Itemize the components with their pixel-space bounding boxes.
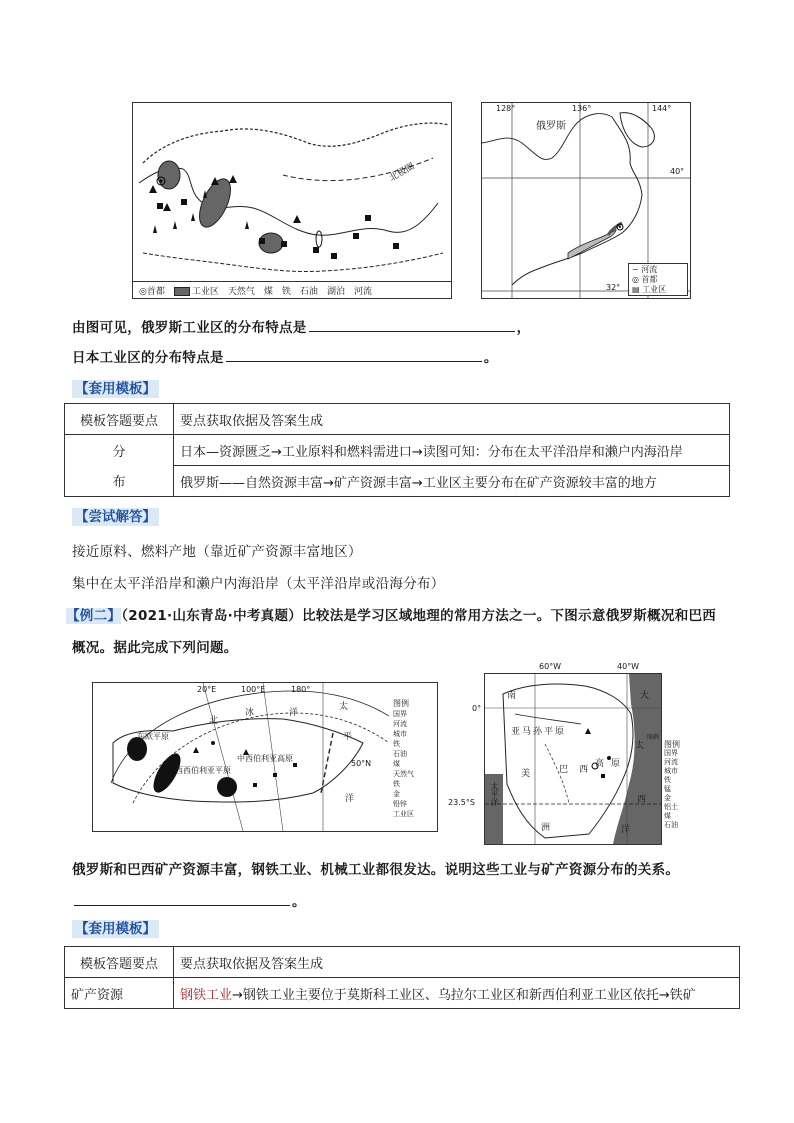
legend-river: 河流 bbox=[353, 286, 372, 297]
table-header-row bbox=[65, 404, 730, 435]
answer-blank-japan[interactable] bbox=[226, 347, 482, 362]
example2-line2: 概况。据此完成下列问题。 bbox=[72, 640, 238, 656]
legend-item: 铁 bbox=[664, 776, 671, 784]
place-tai: 太 bbox=[635, 741, 645, 751]
lon-136: 136° bbox=[572, 104, 592, 113]
row-label-bottom: 布 bbox=[65, 466, 174, 497]
place-arctic-2: 冰 bbox=[245, 708, 255, 718]
place-xi: 西 bbox=[579, 765, 589, 775]
legend-title: 图例 bbox=[393, 699, 409, 708]
template-tag-1: 【套用模板】 bbox=[72, 380, 159, 398]
header-cell-points: 模板答题要点 bbox=[65, 404, 174, 435]
legend-item: 铁 bbox=[393, 780, 400, 788]
answer-blank-q2[interactable] bbox=[74, 891, 290, 906]
legend-item: 城市 bbox=[393, 730, 407, 738]
place-yuan: 原 bbox=[611, 759, 621, 769]
legend-item: 煤 bbox=[393, 760, 400, 768]
legend-item: 铝土 bbox=[664, 803, 678, 811]
header-cell-basis: 要点获取依据及答案生成 bbox=[174, 947, 740, 978]
lon-20e: 20°E bbox=[197, 685, 217, 694]
legend-item: 铅锌 bbox=[393, 800, 407, 808]
row-text-japan: 日本—资源匮乏→工业原料和燃料需进口→读图可知：分布在太平洋沿岸和濑户内海沿岸 bbox=[174, 435, 730, 466]
template-tag-2: 【套用模板】 bbox=[72, 920, 159, 938]
try-answer-tag: 【尝试解答】 bbox=[72, 508, 159, 526]
lon-60w: 60°W bbox=[539, 662, 562, 671]
place-central-siberia-plateau: 中西伯利亚高原 bbox=[237, 754, 293, 763]
lon-40w: 40°W bbox=[617, 662, 640, 671]
lat-0: 0° bbox=[472, 704, 482, 713]
legend-title: 图例 bbox=[664, 740, 680, 749]
place-atlantic-ocean: 洋 bbox=[621, 825, 631, 835]
lat-50n: 50°N bbox=[351, 759, 372, 768]
place-amazon-plain: 亚马孙平原 bbox=[511, 727, 567, 737]
answer-blank-russia[interactable] bbox=[309, 317, 515, 332]
arctic-circle-label: 北极圈 bbox=[388, 161, 417, 184]
row-text-russia: 俄罗斯——自然资源丰富→矿产资源丰富→工业区主要分布在矿产资源较丰富的地方 bbox=[174, 466, 730, 497]
place-ba: 巴 bbox=[559, 765, 569, 775]
russia-map-legend bbox=[133, 281, 451, 298]
legend-item: 城市 bbox=[664, 767, 678, 775]
lat-32: 32° bbox=[606, 283, 621, 292]
legend-industrial: 工业区 bbox=[174, 284, 219, 297]
lat-40: 40° bbox=[670, 167, 685, 176]
place-atlantic-west: 西 bbox=[637, 795, 647, 805]
lon-180: 180° bbox=[291, 685, 311, 694]
place-pacific-2: 平 bbox=[343, 732, 353, 742]
legend-item: 天然气 bbox=[393, 770, 414, 778]
legend-item: 煤 bbox=[664, 812, 671, 820]
russia-industry-map bbox=[132, 102, 452, 299]
legend-item: 河流 bbox=[664, 758, 678, 766]
lon-128: 128° bbox=[496, 104, 516, 113]
example2-line1 bbox=[66, 604, 716, 624]
template-table-2 bbox=[64, 946, 740, 1009]
brazil-overview-map bbox=[484, 662, 662, 845]
table-header-row bbox=[65, 947, 740, 978]
russia2-legend bbox=[393, 699, 433, 819]
legend-item: 锰 bbox=[664, 785, 671, 793]
row-text-steel: 钢铁工业→钢铁工业主要位于莫斯科工业区、乌拉尔工业区和新西伯利亚工业区依托→铁矿 bbox=[174, 978, 740, 1009]
header-cell-basis: 要点获取依据及答案生成 bbox=[174, 404, 730, 435]
answer-line-2: 集中在太平洋沿岸和濑户内海沿岸（太平洋沿岸或沿海分布） bbox=[72, 576, 445, 592]
legend-oil: 石油 bbox=[299, 286, 318, 297]
legend-title: 图例 bbox=[647, 734, 660, 741]
legend-gas: 天然气 bbox=[227, 286, 255, 297]
row-label-top: 分 bbox=[65, 435, 174, 466]
question2-answer-line: 。 bbox=[72, 890, 306, 910]
industrial-swatch-icon bbox=[174, 287, 190, 296]
lat-23-5s: 23.5°S bbox=[448, 798, 475, 807]
legend-iron: 铁 bbox=[281, 286, 291, 297]
place-nan: 南 bbox=[507, 691, 517, 701]
legend-coal: 煤 bbox=[263, 286, 273, 297]
question-japan-line: 日本工业区的分布特点是 。 bbox=[72, 346, 498, 366]
legend-item: 金 bbox=[393, 790, 400, 798]
brazil-legend-list bbox=[664, 740, 708, 830]
legend-item: 工业区 bbox=[393, 810, 414, 818]
highlight-steel-industry: 钢铁工业 bbox=[180, 987, 233, 1003]
place-pacific: 太平洋 bbox=[490, 782, 499, 806]
table-row bbox=[65, 978, 740, 1009]
place-east-europe-plain: 东欧平原 bbox=[137, 732, 169, 741]
place-pacific-3: 洋 bbox=[345, 794, 355, 804]
example2-text: 比较法是学习区域地理的常用方法之一。下图示意俄罗斯概况和巴西 bbox=[302, 608, 717, 624]
legend-item: 石油 bbox=[664, 821, 678, 829]
place-da-xi-yang: 大 bbox=[638, 690, 648, 699]
table-row bbox=[65, 466, 730, 497]
legend-capital: ◎ 首都 bbox=[632, 275, 658, 284]
place-pacific-1: 太 bbox=[339, 702, 349, 712]
legend-item: 石油 bbox=[393, 750, 407, 758]
question-russia-line: 由图可见，俄罗斯工业区的分布特点是 ， bbox=[72, 316, 530, 336]
legend-item: 河流 bbox=[393, 720, 407, 728]
brazil-legend bbox=[647, 734, 661, 742]
place-arctic-1: 北 bbox=[209, 716, 219, 726]
legend-item: 金 bbox=[664, 794, 671, 802]
example2-source: （2021·山东青岛·中考真题） bbox=[121, 608, 303, 624]
japan-map-legend bbox=[628, 263, 688, 296]
legend-industrial: ▤ 工业区 bbox=[632, 285, 667, 294]
template-table-1 bbox=[64, 403, 730, 497]
place-arctic-3: 洋 bbox=[289, 708, 299, 718]
table-row bbox=[65, 435, 730, 466]
lon-144: 144° bbox=[652, 104, 672, 113]
place-west-siberia-plain: 西西伯利亚平原 bbox=[175, 766, 231, 775]
lon-100e: 100°E bbox=[241, 685, 266, 694]
legend-lake: 湖泊 bbox=[326, 286, 345, 297]
header-cell-points: 模板答题要点 bbox=[65, 947, 174, 978]
country-label-russia: 俄罗斯 bbox=[536, 121, 566, 132]
question2-line: 俄罗斯和巴西矿产资源丰富，钢铁工业、机械工业都很发达。说明这些工业与矿产资源分布的关系。 bbox=[72, 862, 680, 878]
japan-industry-map bbox=[481, 102, 691, 299]
example2-tag: 【例二】 bbox=[66, 608, 122, 624]
row-label-mineral: 矿产资源 bbox=[65, 978, 174, 1009]
place-gao: 高 bbox=[595, 759, 605, 769]
russia-overview-map bbox=[92, 682, 438, 832]
legend-river: ~ 河流 bbox=[632, 265, 658, 274]
legend-capital: ◎首都 bbox=[139, 286, 165, 297]
answer-line-1: 接近原料、燃料产地（靠近矿产资源丰富地区） bbox=[72, 544, 362, 560]
legend-item: 铁 bbox=[393, 740, 400, 748]
place-mei: 美 bbox=[521, 769, 531, 779]
legend-item: 国界 bbox=[664, 749, 678, 757]
legend-item: 国界 bbox=[393, 710, 407, 718]
place-zhou: 洲 bbox=[541, 823, 551, 833]
